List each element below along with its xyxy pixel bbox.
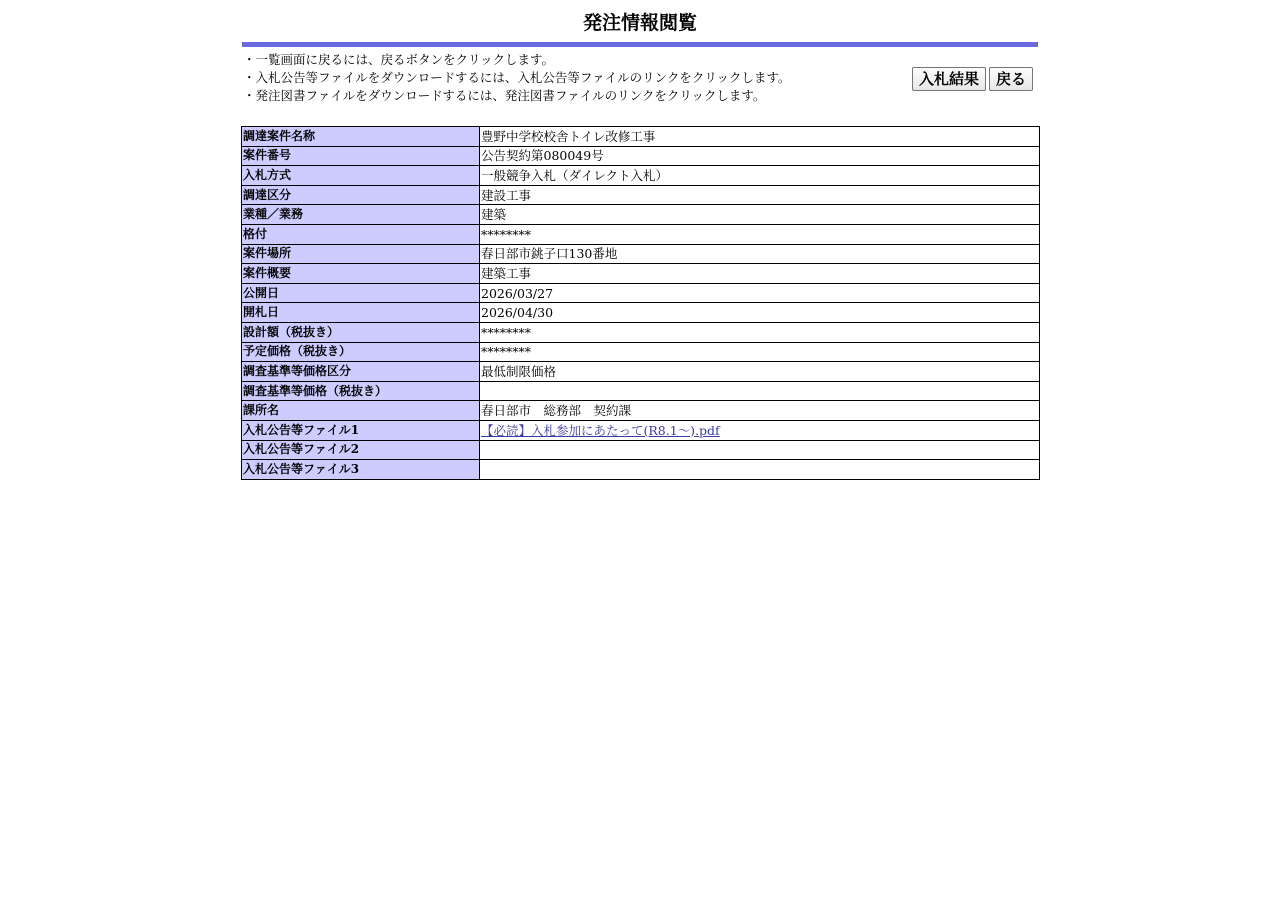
instruction-notice-files: ・入札公告等ファイルをダウンロードするには、入札公告等ファイルのリンクをクリックします。 [243,70,791,85]
table-row [242,166,1040,186]
row-value-department: 春日部市 総務部 契約課 [480,401,1040,421]
table-row [242,401,1040,421]
row-label-procurement-category: 調達区分 [242,185,480,205]
bid-results-button[interactable]: 入札結果 [912,67,986,91]
row-label-industry: 業種／業務 [242,205,480,225]
action-buttons [912,67,1033,91]
instructions [243,51,883,105]
notice-file-1-link[interactable]: 【必読】入札参加にあたって(R8.1～).pdf [481,422,720,438]
table-row [242,381,1040,401]
table-row [242,127,1040,147]
row-label-location: 案件場所 [242,244,480,264]
row-label-department: 課所名 [242,401,480,421]
table-row [242,440,1040,460]
row-label-opening-date: 開札日 [242,303,480,323]
row-value-location: 春日部市銚子口130番地 [480,244,1040,264]
row-label-project-name: 調達案件名称 [242,127,480,147]
row-value-design-amount: ******** [480,322,1040,342]
table-row [242,205,1040,225]
procurement-detail-table [241,126,1040,480]
table-row [242,460,1040,480]
row-value-project-number: 公告契約第080049号 [480,146,1040,166]
row-value-publish-date: 2026/03/27 [480,283,1040,303]
row-value-notice-file-2 [480,440,1040,460]
row-label-bid-method: 入札方式 [242,166,480,186]
row-label-notice-file-3: 入札公告等ファイル3 [242,460,480,480]
row-label-notice-file-2: 入札公告等ファイル2 [242,440,480,460]
page-title: 発注情報閲覧 [582,12,697,34]
row-value-bid-method: 一般競争入札（ダイレクト入札） [480,166,1040,186]
row-label-summary: 案件概要 [242,264,480,284]
row-label-design-amount: 設計額（税抜き） [242,322,480,342]
instruction-back: ・一覧画面に戻るには、戻るボタンをクリックします。 [243,52,555,67]
row-label-planned-price: 予定価格（税抜き） [242,342,480,362]
table-row [242,420,1040,440]
table-row [242,303,1040,323]
instruction-drawing-files: ・発注図書ファイルをダウンロードするには、発注図書ファイルのリンクをクリックします。 [243,88,766,103]
row-label-survey-price: 調査基準等価格（税抜き） [242,381,480,401]
row-value-industry: 建築 [480,205,1040,225]
row-value-notice-file-3 [480,460,1040,480]
row-value-survey-price-category: 最低制限価格 [480,362,1040,382]
table-row [242,264,1040,284]
table-row [242,146,1040,166]
back-button[interactable]: 戻る [989,67,1033,91]
row-label-notice-file-1: 入札公告等ファイル1 [242,420,480,440]
row-value-opening-date: 2026/04/30 [480,303,1040,323]
row-value-summary: 建築工事 [480,264,1040,284]
row-value-notice-file-1 [480,420,1040,440]
table-row [242,362,1040,382]
row-value-rating: ******** [480,224,1040,244]
table-row [242,283,1040,303]
row-value-planned-price: ******** [480,342,1040,362]
table-row [242,224,1040,244]
row-label-publish-date: 公開日 [242,283,480,303]
row-label-project-number: 案件番号 [242,146,480,166]
table-row [242,342,1040,362]
row-label-rating: 格付 [242,224,480,244]
row-label-survey-price-category: 調査基準等価格区分 [242,362,480,382]
table-row [242,185,1040,205]
table-row [242,322,1040,342]
row-value-procurement-category: 建設工事 [480,185,1040,205]
table-row [242,244,1040,264]
row-value-project-name: 豊野中学校校舎トイレ改修工事 [480,127,1040,147]
row-value-survey-price [480,381,1040,401]
title-divider [242,42,1038,47]
